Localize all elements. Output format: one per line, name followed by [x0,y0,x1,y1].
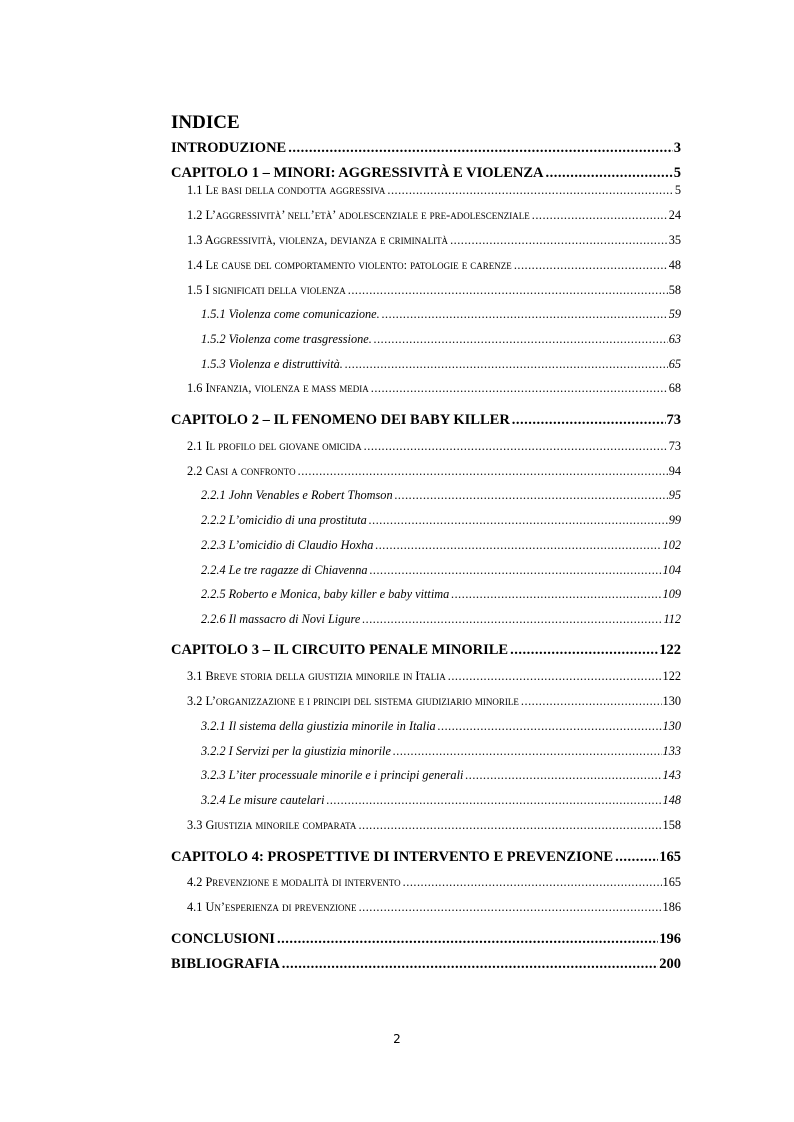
toc-entry-2-2-1[interactable] [201,487,681,503]
toc-entry-introduzione[interactable] [171,139,681,157]
toc-leader-dots [288,139,673,157]
toc-entry-page: 122 [659,642,681,658]
toc-leader-dots [512,411,666,429]
toc-entry-1-5-2[interactable] [201,331,681,347]
toc-entry-label: 3.2.1 Il sistema della giustizia minorile in Italia [201,719,436,733]
toc-entry-page: 112 [663,612,681,626]
toc-entry-1-5-3[interactable] [201,356,681,372]
toc-entry-page: 165 [659,849,681,865]
toc-entry-label: 3.2.3 L’iter processuale minorile e i principi generali [201,768,464,782]
toc-entry-chapter-3[interactable] [171,641,681,659]
toc-entry-page: 5 [673,165,681,181]
toc-entry-label: 3.2.2 I Servizi per la giustizia minorile [201,744,391,758]
toc-entry-page: 158 [662,818,681,832]
toc-entry-label: BIBLIOGRAFIA [171,956,280,972]
toc-entry-page: 130 [662,719,681,733]
toc-leader-dots [438,718,662,734]
toc-entry-label: 1.4 Le cause del comportamento violento: patologie e carenze [187,258,512,272]
toc-entry-2-2-4[interactable] [201,562,681,578]
toc-entry-page: 102 [662,538,681,552]
toc-entry-page: 196 [659,931,681,947]
toc-entry-label: INTRODUZIONE [171,140,287,156]
toc-entry-label: 1.3 Aggressività, violenza, devianza e criminalità [187,233,449,247]
toc-entry-page: 122 [662,669,681,683]
toc-leader-dots [546,164,673,182]
toc-entry-label: 1.5 I significati della violenza [187,283,346,297]
toc-leader-dots [465,767,661,783]
toc-leader-dots [277,930,658,948]
toc-leader-dots [521,693,662,709]
toc-entry-page: 94 [668,464,681,478]
toc-leader-dots [615,848,658,866]
toc-leader-dots [358,817,661,833]
toc-entry-label: 2.2.2 L’omicidio di una prostituta [201,513,367,527]
toc-entry-page: 58 [668,283,681,297]
toc-entry-page: 104 [662,563,681,577]
toc-entry-1-4[interactable] [187,257,681,273]
toc-entry-label: 3.1 Breve storia della giustizia minorile in Italia [187,669,446,683]
toc-entry-2-2-3[interactable] [201,537,681,553]
toc-leader-dots [395,487,668,503]
toc-entry-page: 65 [668,357,681,371]
toc-entry-label: 2.2 Casi a confronto [187,464,296,478]
toc-entry-chapter-4[interactable] [171,848,681,866]
toc-entry-3-2-3[interactable] [201,767,681,783]
toc-entry-3-3[interactable] [187,817,681,833]
toc-leader-dots [374,331,668,347]
toc-entry-page: 165 [662,875,681,889]
page-number: 2 [393,1032,401,1046]
toc-leader-dots [450,232,668,248]
toc-leader-dots [451,586,661,602]
toc-entry-2-2-2[interactable] [201,512,681,528]
toc-entry-label: 1.2 L’aggressività’ nell’età’ adolescenziale e pre-adolescenziale [187,208,530,222]
toc-entry-chapter-1[interactable] [171,164,681,182]
toc-leader-dots [364,438,668,454]
toc-entry-page: 73 [668,439,681,453]
toc-entry-label: 3.2 L’organizzazione e i principi del sistema giudiziario minorile [187,694,519,708]
toc-entry-page: 63 [668,332,681,346]
toc-leader-dots [514,257,668,273]
toc-entry-2-2[interactable] [187,463,681,479]
toc-entry-page: 130 [662,694,681,708]
toc-entry-label: 2.2.3 L’omicidio di Claudio Hoxha [201,538,374,552]
toc-entry-label: CONCLUSIONI [171,931,275,947]
toc-leader-dots [403,874,662,890]
toc-entry-page: 99 [668,513,681,527]
toc-entry-bibliografia[interactable] [171,955,681,973]
toc-entry-4-1[interactable] [187,899,681,915]
toc-entry-1-3[interactable] [187,232,681,248]
toc-leader-dots [510,641,658,659]
toc-entry-3-2-2[interactable] [201,743,681,759]
toc-entry-label: 2.2.5 Roberto e Monica, baby killer e baby vittima [201,587,450,601]
toc-entry-label: CAPITOLO 3 – IL CIRCUITO PENALE MINORILE [171,642,509,658]
toc-entry-2-2-6[interactable] [201,611,681,627]
toc-entry-1-1[interactable] [187,182,681,198]
toc-leader-dots [369,512,668,528]
toc-entry-1-2[interactable] [187,207,681,223]
toc-leader-dots [359,899,662,915]
index-heading: INDICE [171,112,240,133]
toc-entry-label: 1.5.2 Violenza come trasgressione. [201,332,372,346]
toc-entry-1-6[interactable] [187,380,681,396]
toc-entry-label: 1.5.3 Violenza e distruttività. [201,357,343,371]
toc-leader-dots [327,792,662,808]
toc-entry-page: 200 [659,956,681,972]
toc-leader-dots [362,611,662,627]
toc-entry-page: 148 [662,793,681,807]
toc-entry-page: 35 [668,233,681,247]
toc-entry-label: 1.6 Infanzia, violenza e mass media [187,381,369,395]
toc-entry-label: 3.2.4 Le misure cautelari [201,793,325,807]
toc-leader-dots [370,562,662,578]
toc-entry-label: 1.1 Le basi della condotta aggressiva [187,183,386,197]
toc-entry-2-1[interactable] [187,438,681,454]
toc-entry-page: 73 [666,412,681,428]
toc-entry-page: 68 [668,381,681,395]
toc-entry-page: 95 [668,488,681,502]
toc-leader-dots [448,668,662,684]
toc-entry-3-2-1[interactable] [201,718,681,734]
toc-leader-dots [532,207,668,223]
toc-leader-dots [298,463,668,479]
toc-entry-label: 2.2.4 Le tre ragazze di Chiavenna [201,563,368,577]
toc-entry-page: 48 [668,258,681,272]
toc-entry-page: 59 [668,307,681,321]
toc-leader-dots [382,306,668,322]
toc-entry-label: 2.2.1 John Venables e Robert Thomson [201,488,393,502]
toc-leader-dots [371,380,668,396]
toc-leader-dots [282,955,658,973]
toc-leader-dots [393,743,662,759]
toc-entry-conclusioni[interactable] [171,930,681,948]
toc-entry-label: 3.3 Giustizia minorile comparata [187,818,357,832]
toc-entry-label: 2.1 Il profilo del giovane omicida [187,439,362,453]
toc-entry-page: 24 [668,208,681,222]
toc-entry-page: 143 [662,768,681,782]
toc-entry-label: CAPITOLO 4: PROSPETTIVE DI INTERVENTO E PREVENZIONE [171,849,614,865]
toc-entry-1-5[interactable] [187,282,681,298]
toc-entry-chapter-2[interactable] [171,411,681,429]
toc-entry-page: 133 [662,744,681,758]
toc-leader-dots [375,537,661,553]
toc-entry-label: CAPITOLO 1 – MINORI: AGGRESSIVITÀ E VIOLENZA [171,165,544,181]
toc-leader-dots [387,182,673,198]
toc-entry-1-5-1[interactable] [201,306,681,322]
toc-entry-page: 5 [674,183,681,197]
toc-entry-2-2-5[interactable] [201,586,681,602]
toc-entry-label: 1.5.1 Violenza come comunicazione. [201,307,380,321]
toc-entry-4-2[interactable] [187,874,681,890]
toc-entry-3-2[interactable] [187,693,681,709]
toc-entry-3-2-4[interactable] [201,792,681,808]
toc-entry-page: 109 [662,587,681,601]
toc-entry-label: 4.1 Un’esperienza di prevenzione [187,900,357,914]
toc-entry-page: 186 [662,900,681,914]
toc-entry-3-1[interactable] [187,668,681,684]
toc-entry-page: 3 [673,140,681,156]
toc-entry-label: 4.2 Prevenzione e modalità di intervento [187,875,401,889]
toc-leader-dots [348,282,668,298]
toc-entry-label: 2.2.6 Il massacro di Novi Ligure [201,612,361,626]
toc-leader-dots [345,356,668,372]
toc-entry-label: CAPITOLO 2 – IL FENOMENO DEI BABY KILLER [171,412,510,428]
